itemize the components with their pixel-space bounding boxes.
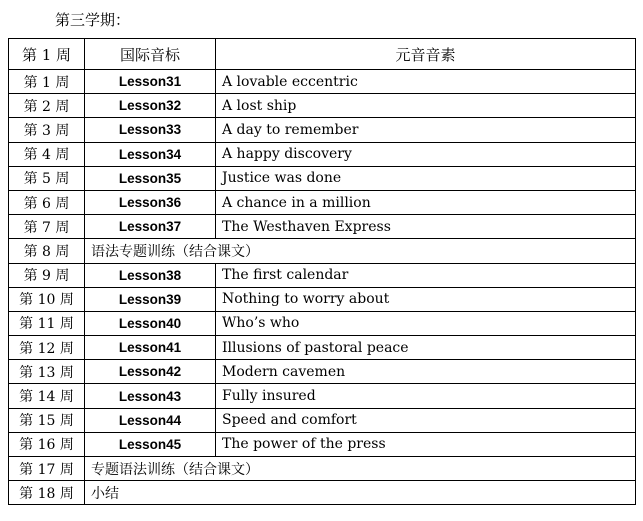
lesson-cell: Lesson40 bbox=[85, 311, 216, 335]
table-row bbox=[9, 166, 636, 190]
table-row bbox=[9, 118, 636, 142]
lesson-cell: Lesson39 bbox=[85, 287, 216, 311]
lesson-cell: Lesson45 bbox=[85, 432, 216, 456]
merged-topic-cell: 专题语法训练（结合课文） bbox=[85, 457, 636, 481]
week-cell: 第 6 周 bbox=[9, 190, 85, 214]
week-cell: 第 10 周 bbox=[9, 287, 85, 311]
week-cell: 第 4 周 bbox=[9, 142, 85, 166]
lesson-title-cell: The first calendar bbox=[216, 263, 636, 287]
table-row bbox=[9, 94, 636, 118]
table-row bbox=[9, 70, 636, 94]
lesson-title-cell: A lost ship bbox=[216, 94, 636, 118]
table-row bbox=[9, 408, 636, 432]
table-row bbox=[9, 360, 636, 384]
schedule-table bbox=[8, 38, 636, 505]
lesson-cell: Lesson36 bbox=[85, 190, 216, 214]
week-cell: 第 17 周 bbox=[9, 457, 85, 481]
lesson-cell: Lesson35 bbox=[85, 166, 216, 190]
merged-topic-cell: 小结 bbox=[85, 481, 636, 505]
table-row bbox=[9, 432, 636, 456]
lesson-cell: Lesson34 bbox=[85, 142, 216, 166]
week-cell: 第 1 周 bbox=[9, 70, 85, 94]
schedule-body bbox=[9, 70, 636, 505]
lesson-title-cell: Justice was done bbox=[216, 166, 636, 190]
lesson-cell: Lesson31 bbox=[85, 70, 216, 94]
lesson-title-cell: Speed and comfort bbox=[216, 408, 636, 432]
merged-topic-cell: 语法专题训练（结合课文） bbox=[85, 239, 636, 263]
lesson-title-cell: Who’s who bbox=[216, 311, 636, 335]
lesson-title-cell: Fully insured bbox=[216, 384, 636, 408]
lesson-cell: Lesson37 bbox=[85, 215, 216, 239]
lesson-title-cell: A lovable eccentric bbox=[216, 70, 636, 94]
week-cell: 第 3 周 bbox=[9, 118, 85, 142]
week-cell: 第 13 周 bbox=[9, 360, 85, 384]
header-week: 第 1 周 bbox=[9, 39, 85, 70]
table-row bbox=[9, 287, 636, 311]
week-cell: 第 14 周 bbox=[9, 384, 85, 408]
lesson-cell: Lesson41 bbox=[85, 336, 216, 360]
week-cell: 第 8 周 bbox=[9, 239, 85, 263]
lesson-title-cell: Nothing to worry about bbox=[216, 287, 636, 311]
lesson-title-cell: A day to remember bbox=[216, 118, 636, 142]
week-cell: 第 12 周 bbox=[9, 336, 85, 360]
header-ipa: 国际音标 bbox=[85, 39, 216, 70]
lesson-title-cell: A happy discovery bbox=[216, 142, 636, 166]
week-cell: 第 18 周 bbox=[9, 481, 85, 505]
table-row bbox=[9, 142, 636, 166]
table-row bbox=[9, 263, 636, 287]
table-row bbox=[9, 190, 636, 214]
semester-heading: 第三学期： bbox=[55, 11, 131, 29]
week-cell: 第 16 周 bbox=[9, 432, 85, 456]
week-cell: 第 11 周 bbox=[9, 311, 85, 335]
table-row bbox=[9, 311, 636, 335]
lesson-cell: Lesson43 bbox=[85, 384, 216, 408]
table-header-row bbox=[9, 39, 636, 70]
table-row bbox=[9, 457, 636, 481]
lesson-title-cell: The Westhaven Express bbox=[216, 215, 636, 239]
table-row bbox=[9, 481, 636, 505]
lesson-title-cell: A chance in a million bbox=[216, 190, 636, 214]
week-cell: 第 9 周 bbox=[9, 263, 85, 287]
lesson-title-cell: The power of the press bbox=[216, 432, 636, 456]
week-cell: 第 5 周 bbox=[9, 166, 85, 190]
lesson-title-cell: Illusions of pastoral peace bbox=[216, 336, 636, 360]
table-row bbox=[9, 336, 636, 360]
table-row bbox=[9, 215, 636, 239]
table-row bbox=[9, 384, 636, 408]
lesson-cell: Lesson42 bbox=[85, 360, 216, 384]
week-cell: 第 7 周 bbox=[9, 215, 85, 239]
lesson-title-cell: Modern cavemen bbox=[216, 360, 636, 384]
header-vowel: 元音音素 bbox=[216, 39, 636, 70]
table-row bbox=[9, 239, 636, 263]
lesson-cell: Lesson32 bbox=[85, 94, 216, 118]
week-cell: 第 2 周 bbox=[9, 94, 85, 118]
lesson-cell: Lesson33 bbox=[85, 118, 216, 142]
lesson-cell: Lesson44 bbox=[85, 408, 216, 432]
lesson-cell: Lesson38 bbox=[85, 263, 216, 287]
week-cell: 第 15 周 bbox=[9, 408, 85, 432]
